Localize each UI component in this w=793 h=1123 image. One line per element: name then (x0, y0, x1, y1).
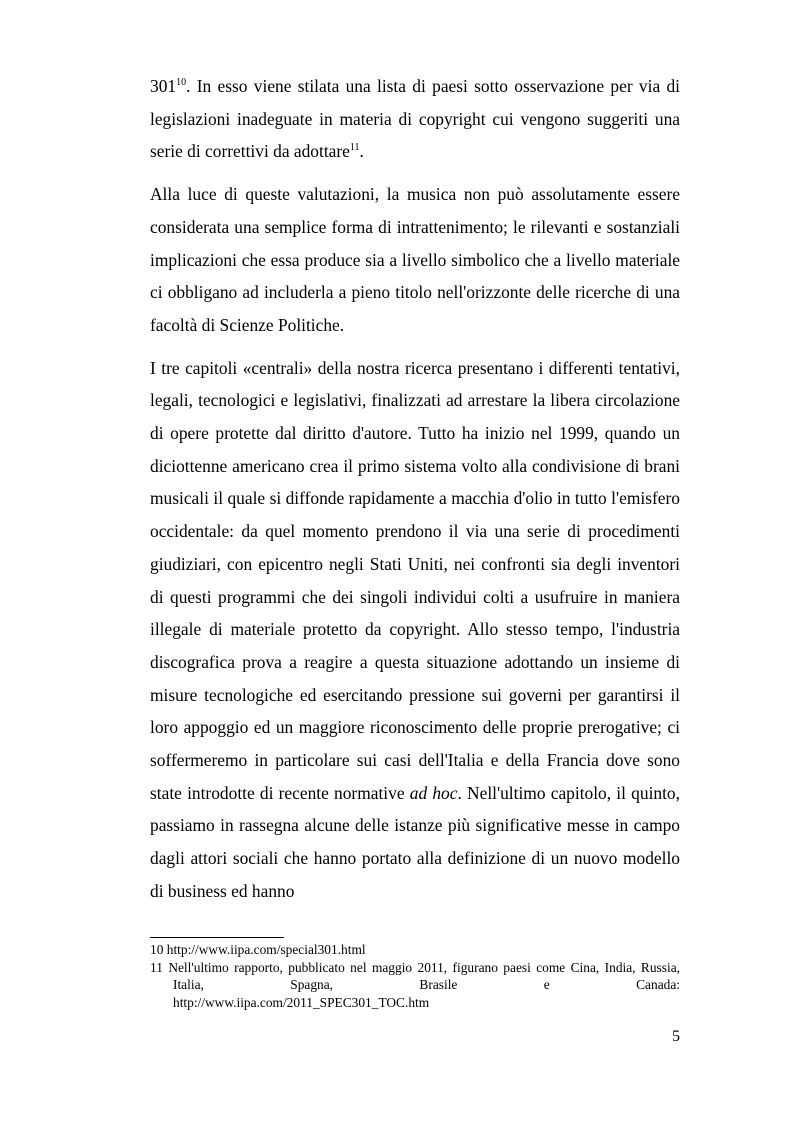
footnote-ref-10[interactable]: 10 (176, 77, 187, 88)
paragraph-1-lead: 301 (150, 76, 177, 96)
paragraph-1-text: . In esso viene stilata una lista di paesi sotto osservazione per via di legislazioni inadeguate in materia di copyright cui vengono suggeriti una serie di correttivi da adottare (150, 76, 680, 162)
footnote-11-url-line (150, 994, 680, 1012)
footnote-11 (150, 959, 680, 994)
footnote-ref-11[interactable]: 11 (349, 142, 360, 154)
paragraph-1-end: . (359, 141, 364, 162)
page-number: 5 (672, 1028, 680, 1045)
paragraph-2: Alla luce di queste valutazioni, la musica non può assolutamente essere considerata una semplice forma di intrattenimento; le rilevanti e sostanziali implicazioni che essa produce sia a livello simbolico che a livello materiale ci obbligano ad includerla a pieno titolo nell'orizzonte delle ricerche di una facoltà di Scienze Politiche. (150, 184, 680, 335)
paragraph-1 (150, 70, 680, 168)
footnote-11-number: 11 (150, 959, 163, 975)
footnote-11-text: Nell'ultimo rapporto, pubblicato nel maggio 2011, figurano paesi come Cina, India, Russia, Italia, Spagna, Brasile e Canada: (168, 959, 680, 992)
footnote-11-link[interactable]: http://www.iipa.com/2011_SPEC301_TOC.htm (173, 994, 430, 1010)
footnote-divider (150, 937, 284, 938)
footnote-10 (150, 941, 680, 959)
footnote-10-link[interactable]: http://www.iipa.com/special301.html (166, 942, 366, 957)
footnote-10-number: 10 (150, 942, 164, 957)
paragraph-3-after: . Nell'ultimo capitolo, il quinto, passiamo in rassegna alcune delle istanze più significative messe in campo dagli attori sociali che hanno portato alla definizione di un nuovo modello di business ed hanno (150, 782, 680, 901)
paragraph-3-italic: ad hoc (409, 782, 458, 803)
page-body (150, 70, 680, 908)
paragraph-3 (150, 352, 680, 908)
paragraph-3-text: I tre capitoli «centrali» della nostra ricerca presentano i differenti tentativi, legali, tecnologici e legislativi, finalizzati ad arrestare la libera circolazione di opere protette dal diritto d'autore. Tutto ha inizio nel 1999, quando un diciottenne americano crea il primo sistema volto alla condivisione di brani musicali il quale si diffonde rapidamente a macchia d'olio in tutto l'emisfero occidentale: da quel momento prendono il via una serie di procedimenti giudiziari, con epicentro negli Stati Uniti, nei confronti sia degli inventori di questi programmi che dei singoli individui colti a usufruire in maniera illegale di materiale protetto da copyright. Allo stesso tempo, l'industria discografica prova a reagire a questa situazione adottando un insieme di misure tecnologiche ed esercitando pressione sui governi per garantirsi il loro appoggio ed un maggiore riconoscimento delle proprie prerogative; ci soffermeremo in particolare sui casi dell'Italia e della Francia dove sono state introdotte di recente normative (150, 357, 680, 803)
footnotes (150, 937, 680, 1011)
